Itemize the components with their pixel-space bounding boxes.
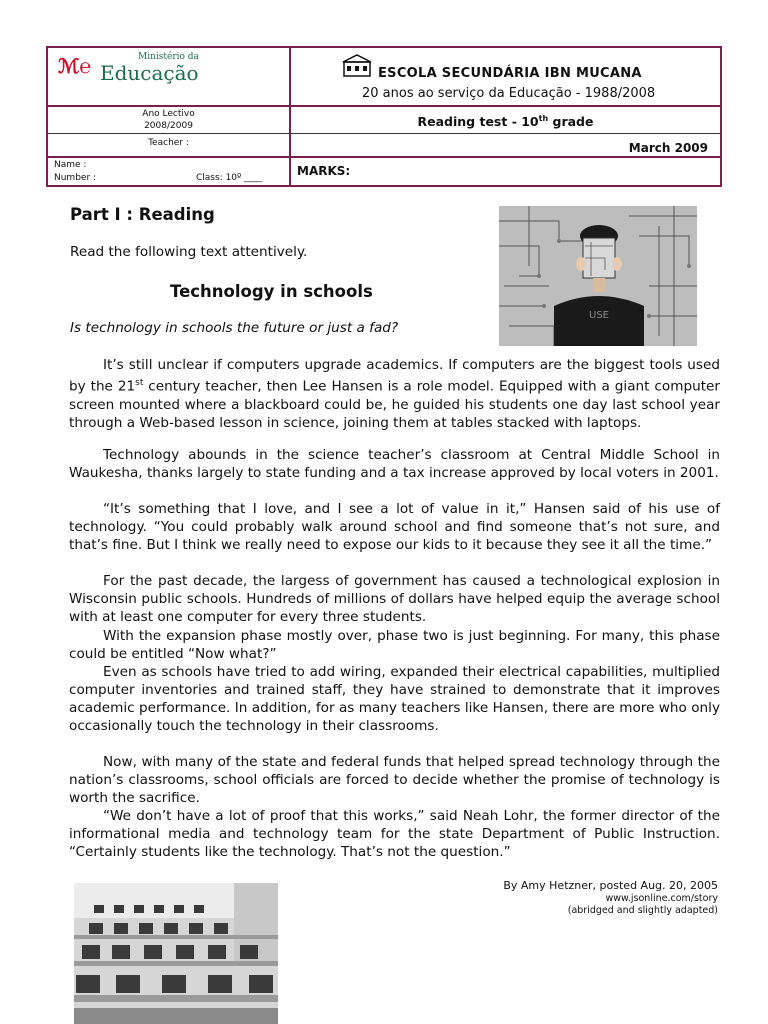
paragraph-8: “We don’t have a lot of proof that this works,” said Neah Lohr, the former director of the informational media and technology team for the state Department of Public Instruction. “Certainly students like the technology. That’s not the question.”	[69, 808, 720, 860]
svg-text:USE: USE	[589, 310, 609, 321]
credit-url: www.jsonline.com/story	[605, 893, 718, 904]
marks-label: MARKS:	[297, 164, 351, 178]
school-name: ESCOLA SECUNDÁRIA IBN MUCANA	[378, 66, 642, 81]
photo-computer-lab	[74, 883, 278, 1024]
test-date: March 2009	[628, 141, 708, 155]
paragraph-3: “It’s something that I love, and I see a lot of value in it,” Hansen said of his use of technology. “You could probably walk around school and find someone that’s not sure, and that’s fine. But I think we really need to expose our kids to it because they see it all the time.”	[69, 501, 720, 553]
teacher-label: Teacher :	[148, 138, 189, 148]
name-label: Name :	[54, 160, 87, 170]
student-info-cell	[54, 159, 284, 185]
school-subtitle: 20 anos ao serviço da Educação - 1988/2008	[362, 86, 656, 101]
article-title: Technology in schools	[170, 282, 373, 301]
school-year-cell	[48, 108, 289, 132]
paragraph-4: For the past decade, the largess of government has caused a technological explosion in Wisconsin public schools. Hundreds of millions of dollars have helped equip the average school with at least one computer for every three students.	[69, 573, 720, 625]
paragraph-7: Now, with many of the state and federal funds that helped spread technology through the nation’s classrooms, school officials are forced to decide whether the promise of technology is worth the sacrifice.	[69, 754, 720, 806]
paragraph-5: With the expansion phase mostly over, phase two is just beginning. For many, this phase could be entitled “Now what?”	[69, 628, 720, 662]
credit-author: By Amy Hetzner, posted Aug. 20, 2005	[503, 879, 718, 892]
logo-big-text: Educação	[100, 61, 199, 85]
part-heading: Part I : Reading	[70, 205, 215, 224]
school-building-icon	[342, 54, 372, 78]
logo-small-text: Ministério da	[138, 52, 199, 62]
paragraph-2: Technology abounds in the science teacher’s classroom at Central Middle School in Waukesha, thanks largely to state funding and a tax increase approved by local voters in 2001.	[69, 447, 720, 481]
test-title: Reading test - 10th grade	[417, 114, 594, 130]
article-question: Is technology in schools the future or just a fad?	[70, 320, 399, 336]
school-year-value: 2008/2009	[144, 121, 193, 131]
class-label: Class: 10º ____	[196, 173, 263, 183]
photo-person-with-circuit	[499, 206, 697, 346]
header-table	[46, 46, 722, 187]
paragraph-6: Even as schools have tried to add wiring, expanded their electrical capabilities, multiplied computer inventories and trained staff, they have strained to demonstrate that it improves academic performance. In addition, for as many teachers like Hansen, there are more who only occasionally touch the technology in their classrooms.	[69, 664, 720, 734]
instruction-text: Read the following text attentively.	[70, 244, 308, 260]
ministry-logo-mark: ℳ℮	[58, 54, 92, 78]
paragraph-1: It’s still unclear if computers upgrade academics. If computers are the biggest tools used by the 21st century teacher, then Lee Hansen is a role model. Equipped with a giant computer screen mounted where a blackboard could be, he guided his students one day last school year through a Web-based lesson in science, joining them at tables stacked with laptops.	[69, 357, 720, 431]
school-year-label: Ano Lectivo	[142, 109, 195, 119]
credit-note: (abridged and slightly adapted)	[567, 905, 718, 916]
number-label: Number :	[54, 173, 97, 183]
